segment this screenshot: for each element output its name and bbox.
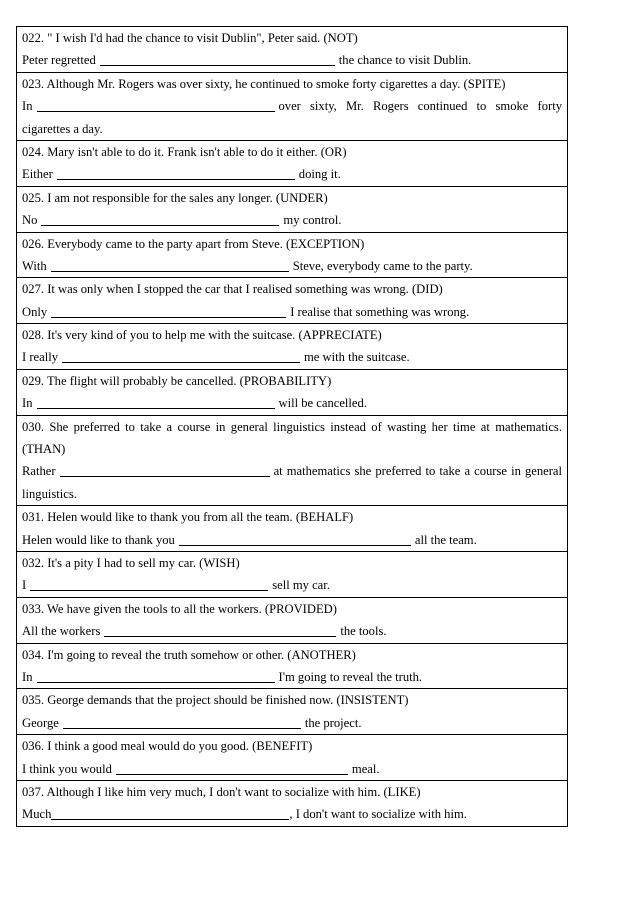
answer-suffix: , I don't want to socialize with him. [289,807,467,822]
question-text: 030. She preferred to take a course in general linguistics instead of wasting her time at mathematics. [22,419,562,434]
answer-line [22,758,562,780]
exercise-item [17,506,567,552]
answer-blank[interactable] [63,714,301,729]
answer-prefix: Helen would like to thank you [22,532,175,547]
answer-prefix: In [22,396,33,411]
question-text: 032. It's a pity I had to sell my car. (WISH) [22,556,240,571]
exercise-item [17,27,567,73]
answer-suffix: the project. [304,715,362,730]
answer-prefix: I think you would [22,761,112,776]
exercise-item [17,598,567,644]
answer-blank[interactable] [30,576,268,591]
answer-suffix: over sixty, Mr. Rogers continued to smoke forty [278,99,562,114]
answer-suffix: the tools. [340,624,387,639]
question-text: 033. We have given the tools to all the workers. (PROVIDED) [22,601,337,616]
answer-blank[interactable] [62,348,300,363]
answer-line [22,49,562,71]
answer-suffix: sell my car. [272,578,330,593]
answer-prefix: I [22,578,27,593]
answer-line [22,803,562,825]
answer-suffix: the chance to visit Dublin. [338,53,472,68]
answer-blank[interactable] [37,668,275,683]
answer-suffix: Steve, everybody came to the party. [292,258,473,273]
answer-blank[interactable] [37,394,275,409]
answer-prefix: No [22,213,38,228]
exercise-item [17,644,567,690]
exercise-item [17,781,567,827]
answer-blank[interactable] [51,257,289,272]
answer-prefix: Only [22,304,48,319]
answer-suffix: my control. [283,213,342,228]
answer-prefix: In [22,99,33,114]
answer-blank[interactable] [37,97,275,112]
answer-suffix: I realise that something was wrong. [290,304,470,319]
question-text: 026. Everybody came to the party apart from Steve. (EXCEPTION) [22,236,365,251]
answer-line [22,574,562,596]
question-text: 034. I'm going to reveal the truth somehow or other. (ANOTHER) [22,647,356,662]
answer-suffix: I'm going to reveal the truth. [278,669,423,684]
answer-line [22,346,562,368]
question-text: 022. " I wish I'd had the chance to visit Dublin", Peter said. (NOT) [22,31,358,45]
answer-blank[interactable] [179,531,411,546]
exercise-item [17,141,567,187]
answer-line [22,666,562,688]
answer-blank[interactable] [104,622,336,637]
answer-line [22,255,562,277]
exercise-item [17,73,567,141]
answer-line [22,392,562,414]
answer-continuation: linguistics. [22,486,77,501]
answer-prefix: Peter regretted [22,53,96,68]
question-text: 036. I think a good meal would do you good. (BENEFIT) [22,739,313,754]
answer-line [22,460,562,482]
exercise-sheet [16,26,568,827]
question-text: 037. Although I like him very much, I don't want to socialize with him. (LIKE) [22,784,421,799]
question-text: 027. It was only when I stopped the car that I realised something was wrong. (DID) [22,282,443,297]
exercise-item [17,233,567,279]
exercise-item [17,689,567,735]
exercise-item [17,324,567,370]
question-text: 031. Helen would like to thank you from all the team. (BEHALF) [22,510,354,525]
question-text: 035. George demands that the project should be finished now. (INSISTENT) [22,693,409,708]
answer-continuation: cigarettes a day. [22,121,103,136]
exercise-item [17,416,567,507]
question-text: 028. It's very kind of you to help me with the suitcase. (APPRECIATE) [22,328,382,343]
question-text: 029. The flight will probably be cancelled. (PROBABILITY) [22,373,332,388]
exercise-item [17,187,567,233]
answer-line [22,95,562,117]
answer-prefix: Rather [22,464,56,479]
answer-prefix: George [22,715,59,730]
answer-blank[interactable] [41,211,279,226]
answer-blank[interactable] [51,805,289,820]
answer-suffix: meal. [351,761,380,776]
answer-suffix: doing it. [298,167,341,182]
answer-line [22,301,562,323]
answer-blank[interactable] [51,303,286,318]
answer-line [22,620,562,642]
answer-line [22,529,562,551]
question-text: 025. I am not responsible for the sales any longer. (UNDER) [22,190,328,205]
answer-blank[interactable] [116,760,348,775]
answer-prefix: In [22,669,33,684]
answer-suffix: will be cancelled. [278,396,367,411]
exercise-item [17,735,567,781]
answer-suffix: me with the suitcase. [304,350,410,365]
exercise-item [17,552,567,598]
answer-prefix: All the workers [22,624,101,639]
answer-prefix: With [22,258,47,273]
answer-line [22,712,562,734]
answer-blank[interactable] [57,165,295,180]
answer-line [22,209,562,231]
answer-prefix: Much [22,807,52,822]
answer-blank[interactable] [60,462,270,477]
answer-line [22,163,562,185]
question-text: 023. Although Mr. Rogers was over sixty, he continued to smoke forty cigarettes a day. (SPITE) [22,76,506,91]
question-text: 024. Mary isn't able to do it. Frank isn't able to do it either. (OR) [22,144,347,159]
answer-prefix: I really [22,350,59,365]
answer-prefix: Either [22,167,53,182]
answer-suffix: all the team. [414,532,477,547]
question-keyword: (THAN) [22,442,66,457]
exercise-item [17,370,567,416]
exercise-item [17,278,567,324]
answer-blank[interactable] [100,51,335,66]
answer-suffix: at mathematics she preferred to take a course in general [273,464,562,479]
